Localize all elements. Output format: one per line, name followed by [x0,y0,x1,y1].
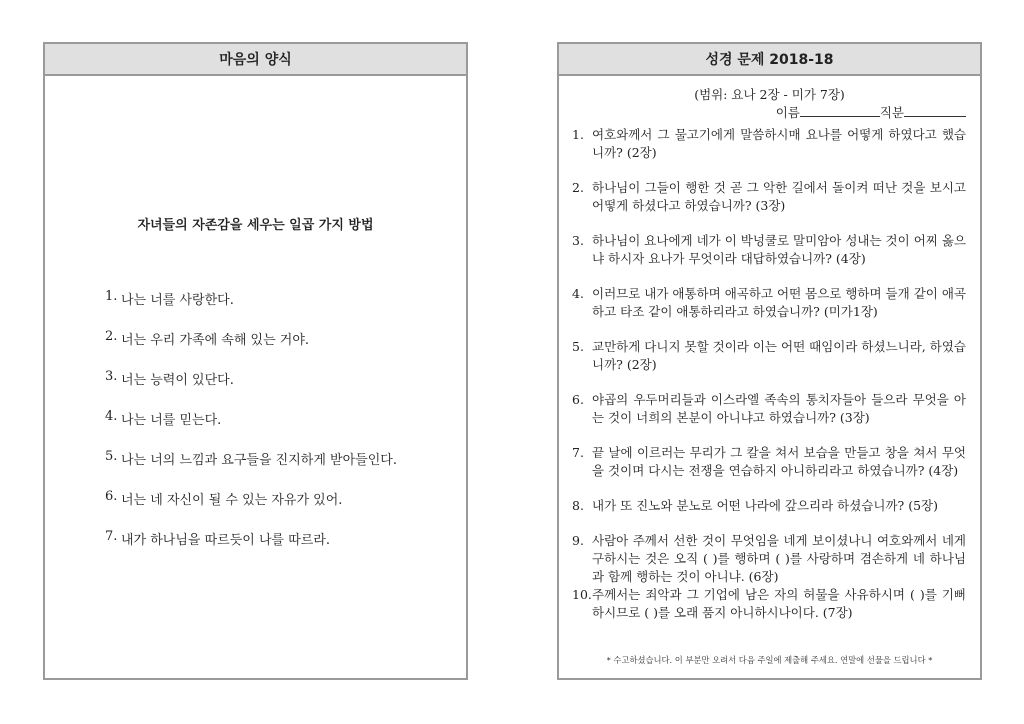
question-number: 4. [572,286,584,301]
footnote: * 수고하셨습니다. 이 부분만 오려서 다음 주일에 제출해 주세요. 연말에 선물을 드립니다 * [606,655,933,665]
list-item [105,529,456,548]
question-text: 이러므로 내가 애통하며 애곡하고 어떤 몸으로 행하며 들개 같이 애곡하고 타조 같이 애통하리라고 하였습니까? (미가1장) [592,286,966,319]
question-number: 10. [572,587,592,602]
item-number: 1. [105,289,118,304]
question-number: 5. [572,339,584,354]
question-text: 하나님이 그들이 행한 것 곧 그 악한 길에서 돌이켜 떠난 것을 보시고 어떻게 하셨다고 하였습니까? (3장) [592,180,966,213]
item-number: 5. [105,449,118,464]
left-title: 자녀들의 자존감을 세우는 일곱 가지 방법 [137,218,374,233]
left-panel [43,42,468,680]
question-text: 사람아 주께서 선한 것이 무엇임을 네게 보이셨나니 여호와께서 네게 구하시는 것은 오직 ( )를 행하며 ( )를 사랑하며 겸손하게 네 하나님과 함께 행하는 것이 아니냐. (6장) [592,533,966,584]
question-number: 7. [572,445,584,460]
item-text: 너는 네 자신이 될 수 있는 자유가 있어. [121,493,343,508]
question-text: 끝 날에 이르러는 무리가 그 칼을 쳐서 보습을 만들고 창을 쳐서 무엇을 것이며 다시는 전쟁을 연습하지 아니하리라고 하였습니까? (4장) [592,445,966,478]
question-text: 여호와께서 그 물고기에게 말씀하시매 요나를 어떻게 하였다고 했습니까? (2장) [592,127,966,160]
position-blank[interactable] [904,104,966,117]
question-list [572,126,966,622]
question-number: 9. [572,533,584,548]
item-number: 2. [105,329,118,344]
question-number: 8. [572,498,584,513]
item-text: 내가 하나님을 따르듯이 나를 따르라. [121,533,331,548]
item-text: 나는 너의 느낌과 요구들을 진지하게 받아들인다. [121,453,397,468]
position-label: 직분 [879,105,904,120]
question-text: 교만하게 다니지 못할 것이라 이는 어떤 때임이라 하셨느니라, 하였습니까? (2장) [592,339,966,372]
question-item [572,232,966,268]
question-text: 내가 또 진노와 분노로 어떤 나라에 갚으리라 하셨습니까? (5장) [592,498,938,513]
item-number: 3. [105,369,118,384]
list-item [105,489,456,508]
question-item [572,391,966,427]
list-item [105,329,456,348]
list-item [105,369,456,388]
question-item [572,126,966,162]
left-header: 마음의 양식 [45,44,466,76]
item-text: 너는 능력이 있단다. [121,373,234,388]
name-line [776,103,966,121]
right-panel [557,42,982,680]
name-label: 이름 [775,105,800,120]
right-header: 성경 문제 2018-18 [559,44,980,76]
list-item [105,289,456,308]
name-blank[interactable] [800,104,880,117]
list-item [105,449,456,468]
list-item [105,409,456,428]
item-number: 4. [105,409,118,424]
affirmation-list [105,289,456,569]
item-text: 나는 너를 사랑한다. [121,293,234,308]
question-item [572,444,966,480]
question-text: 하나님이 요나에게 네가 이 박넝쿨로 말미암아 성내는 것이 어찌 옳으냐 하시자 요나가 무엇이라 대답하였습니까? (4장) [592,233,966,266]
question-number: 3. [572,233,584,248]
item-number: 6. [105,489,118,504]
question-text: 주께서는 죄악과 그 기업에 남은 자의 허물을 사유하시며 ( )를 기뻐하시므로 ( )를 오래 품지 아니하시나이다. (7장) [592,587,966,620]
question-item [572,532,966,586]
question-item [572,586,966,622]
question-number: 1. [572,127,584,142]
question-number: 2. [572,180,584,195]
question-item [572,179,966,215]
question-item [572,497,966,515]
question-item [572,285,966,321]
question-item [572,338,966,374]
item-text: 나는 너를 믿는다. [121,413,222,428]
question-text: 야곱의 우두머리들과 이스라엘 족속의 통치자들아 들으라 무엇을 아는 것이 너희의 본분이 아니냐고 하였습니까? (3장) [592,392,966,425]
item-number: 7. [105,529,118,544]
question-number: 6. [572,392,584,407]
item-text: 너는 우리 가족에 속해 있는 거야. [121,333,310,348]
quiz-range: (범위: 요나 2장 - 미가 7장) [694,87,845,102]
